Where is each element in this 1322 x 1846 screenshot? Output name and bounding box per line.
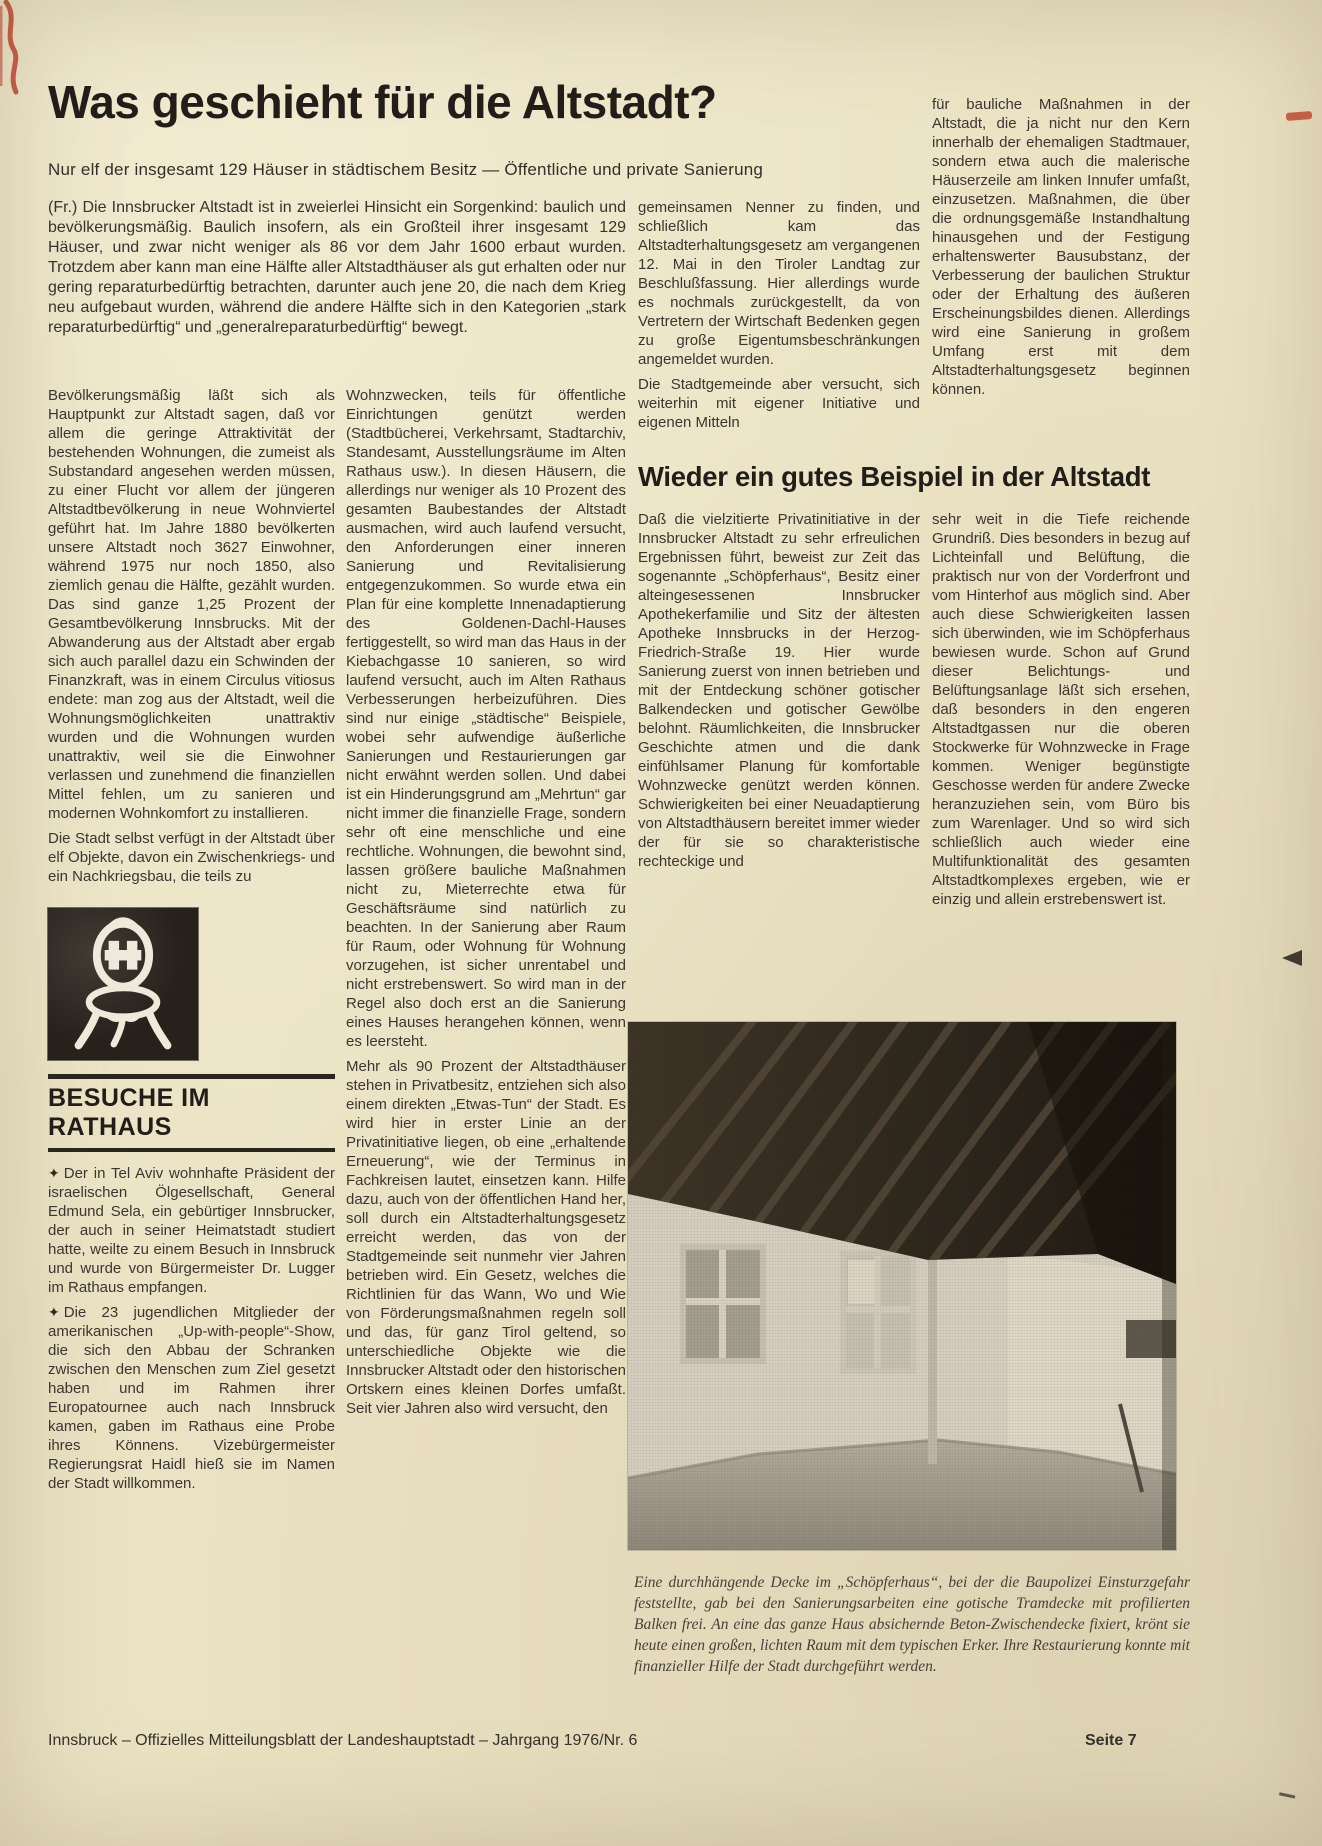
paragraph: Daß die vielzitierte Privatinitiative in der Innsbrucker Altstadt zu sehr erfreulichen Ergebnissen führt, beweist zur Zeit das sogenannte „Schöpferhaus“, Besitz einer alteingesessenen Innsbrucker Apothekerfamilie und Sitz der ältesten Apotheke Innsbrucks in der Herzog-Friedrich-Straße 19. Hier wurde Sanierung zuerst von innen betrieben und mit der Entdeckung schöner gotischer Balkendecken und gotischer Gewölbe belohnt. Räumlichkeiten, die Innsbrucker Geschichte atmen und die dank einfühlsamer Planung für komfortable Wohnzwecke genützt werden können. Schwierigkeiten bei einer Neuadaptierung von Altstadthäusern bereitet immer wieder der für sie so charakteristische rechteckige und bbox=[638, 511, 920, 870]
attic-room-photo bbox=[628, 1022, 1176, 1550]
article-column-2 bbox=[346, 386, 626, 1418]
lead-paragraph: (Fr.) Die Innsbrucker Altstadt ist in zweierlei Hinsicht ein Sorgenkind: baulich und bevölkerungsmäßig. Baulich insofern, als ein Großteil ihrer insgesamt 129 Häuser, und zwar nicht weniger als 86 vor dem Jahr 1600 erbaut wurden. Trotzdem aber kann man eine Hälfte aller Altstadthäuser als gut erhalten oder nur gering reparaturbedürftig betrachten, darunter auch jene 20, die nach dem Krieg neu aufgebaut wurden, während die andere Hälfte sich in den Kategorien „stark reparaturbedürftig“ und „generalreparaturbedürftig“ bewegt. bbox=[48, 199, 626, 336]
article-title: Was geschieht für die Altstadt? bbox=[48, 76, 717, 128]
photo-window-left bbox=[680, 1244, 766, 1364]
cross-bullet-icon: ✦ bbox=[48, 1165, 60, 1181]
red-scribble-mark bbox=[0, 0, 42, 95]
paragraph: Die Stadt selbst verfügt in der Altstadt über elf Objekte, davon ein Zwischenkriegs- und ein Nachkriegsbau, die teils zu bbox=[48, 830, 335, 885]
article2-title: Wieder ein gutes Beispiel in der Altstadt bbox=[638, 461, 1151, 492]
corner-tick-mark bbox=[1279, 1784, 1297, 1798]
footer-page-number: Seite 7 bbox=[1085, 1732, 1137, 1749]
article2-column-2 bbox=[932, 510, 1190, 909]
rathaus-item-text: Der in Tel Aviv wohnhafte Präsident der israelischen Ölgesellschaft, General Edmund Sela, ein gebürtiger Innsbrucker, der auch in seiner Heimatstadt studiert hatte, weilte zu einem Besuch in Innsbruck und wurde von Bürgermeister Dr. Lugger im Rathaus empfangen. bbox=[48, 1165, 335, 1296]
cross-bullet-icon: ✦ bbox=[48, 1304, 60, 1320]
paragraph: Bevölkerungsmäßig läßt sich als Hauptpunkt zur Altstadt sagen, daß vor allem die geringe Attraktivität der bestehenden Wohnungen, die zumeist als Substandard angesehen werden müssen, zu einer Flucht vor allem der jüngeren Altstadtbevölkerung in neue Wohnviertel geführt hat. Im Jahre 1880 bevölkerten unsere Altstadt noch 3627 Einwohner, während 1975 nur noch 1850, also ziemlich genau die Hälfte, gezählt wurden. Das sind ganze 1,25 Prozent der Gesamtbevölkerung Innsbrucks. Mit der Abwanderung aus der Altstadt aber ergab sich auch parallel dazu ein Schwinden der Finanzkraft, was in einem Circulus vitiosus endete: man zog aus der Altstadt, weil die Wohnungsmöglichkeiten unattraktiv wurden und die Wohnungen wurden unattraktiv, weil sie die Einwohner verlassen und zunehmend die finanziellen Mittel fehlen, um zu sanieren und modernen Wohnkomfort zu installieren. bbox=[48, 387, 335, 822]
paragraph: Wohnzwecken, teils für öffentliche Einrichtungen genützt werden (Stadtbücherei, Verkehrsamt, Stadtarchiv, Standesamt, Ausstellungsräume im Alten Rathaus usw.). In diesen Häusern, die allerdings nur weniger als 10 Prozent des gesamten Baubestandes der Altstadt ausmachen, wird auch laufend versucht, den Anforderungen einer inneren Sanierung und Revitalisierung entgegenzukommen. So wurde etwa ein Plan für eine komplette Innenadaptierung des Goldenen-Dachl-Hauses fertiggestellt, so wird man das Haus in der Kiebachgasse 10 sanieren, so wird laufend versucht, auch im Alten Rathaus Verbesserungen herbeizuführen. Dies sind nur einige „städtische“ Beispiele, wobei sehr aufwendige äußerliche Sanierungen und Restaurierungen gar nicht erwähnt werden sollen. Und dabei ist ein Hinderungsgrund am „Mehrtun“ gar nicht immer die finanzielle Frage, sondern sehr oft eine menschliche und eine rechtliche. Wohnungen, die bewohnt sind, lassen größere bauliche Maßnahmen nicht zu, Mieterrechte etwa für Geschäftsräume sind natürlich zu beachten. In der Sanierung aber Raum für Raum, oder Wohnung für Wohnung vorzugehen, ist sicher unrentabel und nicht erstrebenswert. So wird man in der Regel also doch erst an die Sanierung eines Hauses herangehen können, wenn es leersteht. bbox=[346, 387, 626, 1050]
article-photo bbox=[628, 1022, 1176, 1550]
red-dash-mark bbox=[1286, 111, 1312, 121]
paragraph: für bauliche Maßnahmen in der Altstadt, die ja nicht nur den Kern innerhalb der ehemaligen Stadtmauer, sondern etwa auch die malerische Häuserzeile am linken Innufer umfaßt, einzusetzen. Maßnahmen, die über die ordnungsgemäße Instandhaltung hinausgehen und der Festigung erhaltenswerter Bausubstanz, der Verbesserung der baulichen Struktur oder der Erhaltung des äußeren Erscheinungsbildes dienen. Allerdings wird eine Sanierung in großem Umfang erst mit dem Altstadterhaltungsgesetz beginnen können. bbox=[932, 96, 1190, 398]
photo-pillar bbox=[928, 1238, 937, 1464]
article-column-4 bbox=[932, 95, 1190, 399]
rathaus-item bbox=[48, 1164, 335, 1297]
rathaus-section-title: BESUCHE IM RATHAUS bbox=[48, 1074, 335, 1152]
rathaus-chair-logo bbox=[48, 908, 198, 1060]
paragraph: Die Stadtgemeinde aber versucht, sich weiterhin mit eigener Initiative und eigenen Mitteln bbox=[638, 376, 920, 431]
article2-column-1 bbox=[638, 510, 920, 871]
paragraph: gemeinsamen Nenner zu finden, und schließlich kam das Altstadterhaltungsgesetz am vergangenen 12. Mai in den Tiroler Landtag zur Beschlußfassung. Hier allerdings wurde es nochmals zurückgestellt, da von Vertretern der Wirtschaft Bedenken gegen zu große Eigentumsbeschränkungen angemeldet wurden. bbox=[638, 199, 920, 368]
rathaus-item-text: Die 23 jugendlichen Mitglieder der amerikanischen „Up-with-people“-Show, die sich den Abbau der Schranken zwischen den Menschen zum Ziel gesetzt haben und im Rahmen ihrer Europatournee auch nach Innsbruck kamen, gaben im Rathaus eine Probe ihres Könnens. Vizebürgermeister Regierungsrat Haidl hieß sie im Namen der Stadt willkommen. bbox=[48, 1304, 335, 1492]
article-subtitle: Nur elf der insgesamt 129 Häuser in städtischem Besitz — Öffentliche und private Sanierung bbox=[48, 160, 764, 179]
chair-icon bbox=[57, 916, 189, 1052]
paragraph: sehr weit in die Tiefe reichende Grundriß. Dies besonders in bezug auf Lichteinfall und Belüftung, die praktisch nur von der Vorderfront und vom Hinterhof aus möglich sind. Aber auch diese Schwierigkeiten lassen sich überwinden, wie im Schöpferhaus bewiesen wurde. Schon auf Grund dieser Belichtungs- und Belüftungsanlage läßt sich ersehen, daß besonders in den engeren Altstadtgassen nur die oberen Stockwerke für Wohnzwecke in Frage kommen. Weniger begünstigte Geschosse werden für andere Zwecke heranzuziehen sein, vom Büro bis zum Warenlager. Und so wird sich schließlich auch wieder eine Multifunktionalität des gesamten Altstadtkomplexes ergeben, wie er einzig und allein erstrebenswert ist. bbox=[932, 511, 1190, 908]
article-column-1 bbox=[48, 386, 335, 1493]
cursor-arrow-mark bbox=[1282, 950, 1302, 966]
photo-caption: Eine durchhängende Decke im „Schöpferhaus“, bei der die Baupolizei Einsturzgefahr feststellte, gab bei den Sanierungsarbeiten eine gotische Tramdecke mit profilierten Balken frei. An eine das ganze Haus absichernde Beton-Zwischendecke fixiert, krönt sie heute einen großen, lichten Raum mit dem typischen Erker. Ihre Restaurierung konnte mit finanzieller Hilfe der Stadt durchgeführt werden. bbox=[634, 1574, 1190, 1675]
photo-window-center bbox=[840, 1250, 916, 1374]
rathaus-item bbox=[48, 1303, 335, 1493]
footer-imprint: Innsbruck – Offizielles Mitteilungsblatt der Landeshauptstadt – Jahrgang 1976/Nr. 6 bbox=[48, 1732, 638, 1749]
article-column-3 bbox=[638, 198, 920, 432]
paragraph: Mehr als 90 Prozent der Altstadthäuser stehen in Privatbesitz, entziehen sich also einem direkten „Etwas-Tun“ der Stadt. Es wird hier in erster Linie an der Privatinitiative liegen, ob eine „erhaltende Erneuerung“, wie der Terminus in Fachkreisen lautet, einsetzen kann. Hilfe dazu, auch von der öffentlichen Hand her, soll durch ein Altstadterhaltungsgesetz erreicht werden, das von der Stadtgemeinde seit nunmehr vier Jahren betrieben wird. Ein Gesetz, welches die Richtlinien für das Wann, Wo und Wie von Förderungsmaßnahmen regeln soll und das, für ganz Tirol geltend, so unterschiedliche Objekte wie die Innsbrucker Altstadt oder den historischen Ortskern eines kleinen Dorfes umfaßt. Seit vier Jahren also wird versucht, den bbox=[346, 1058, 626, 1417]
